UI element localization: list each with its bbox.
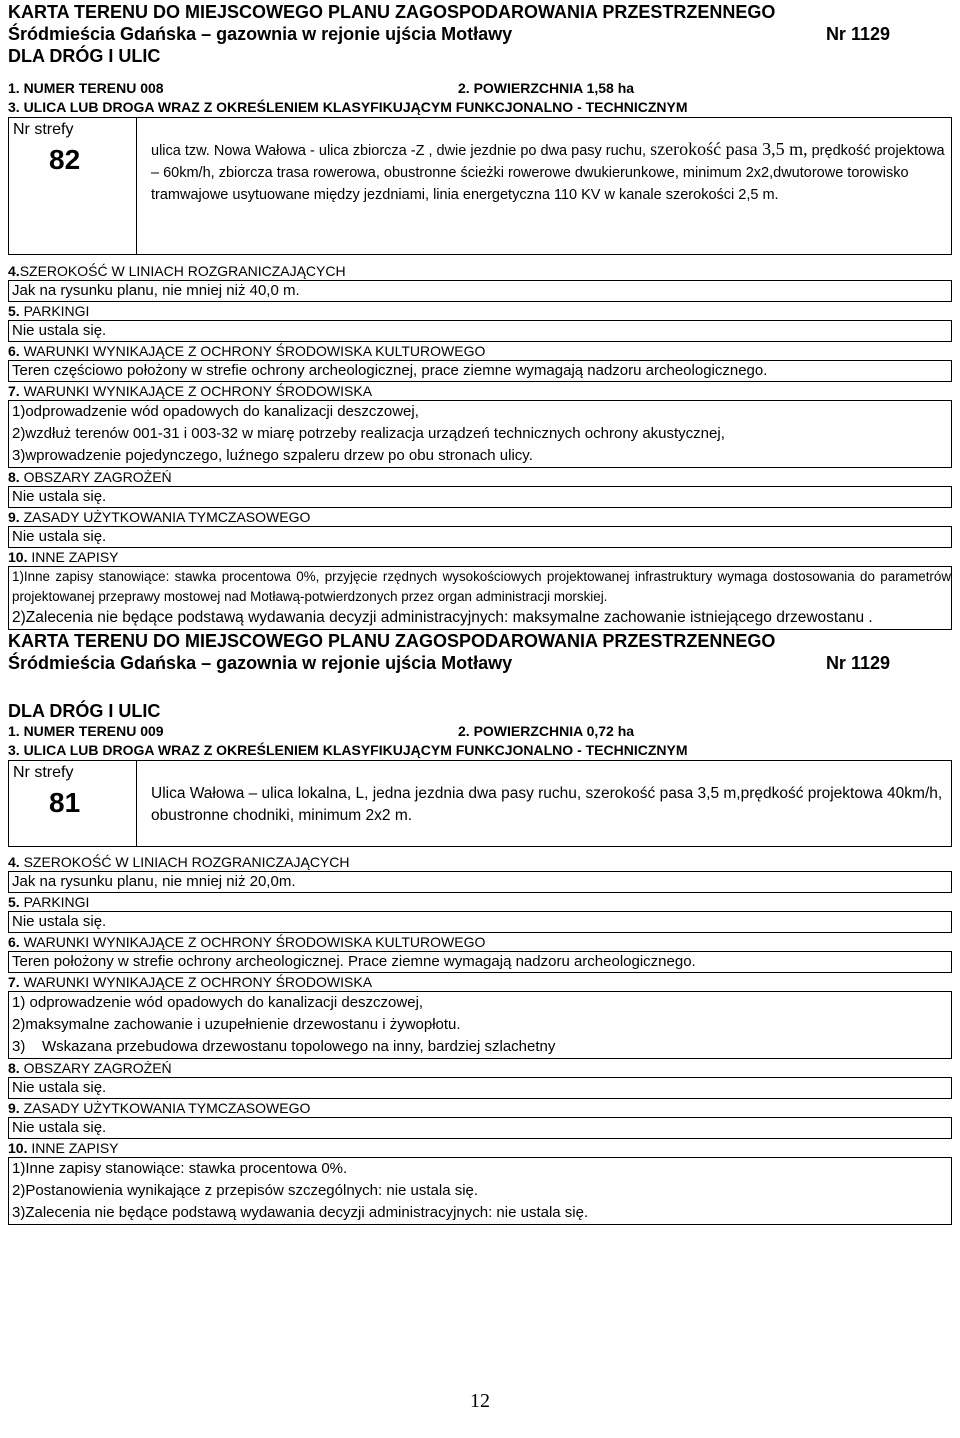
section-9-heading xyxy=(8,1099,952,1117)
zone-table xyxy=(8,117,952,255)
section-9-value: Nie ustala się. xyxy=(8,1117,952,1139)
section-7-number: 7. xyxy=(8,974,20,990)
zone-label-cell xyxy=(9,761,137,846)
card-title-nr: Nr 1129 xyxy=(825,24,890,44)
section-8-number: 8. xyxy=(8,1060,20,1076)
list-item: 3)wprowadzenie pojedynczego, luźnego szpaleru drzew po obu stronach ulicy. xyxy=(12,447,533,464)
section-5-title: PARKINGI xyxy=(19,303,90,319)
zone-label: Nr strefy xyxy=(13,764,74,781)
section-6-value: Teren położony w strefie ochrony archeologicznej. Prace ziemne wymagają nadzoru archeologicznego. xyxy=(8,951,952,973)
zone-label: Nr strefy xyxy=(13,121,74,138)
section-7-title: WARUNKI WYNIKAJĄCE Z OCHRONY ŚRODOWISKA xyxy=(19,974,373,990)
section-10-number: 10. xyxy=(8,549,28,565)
section-8-value: Nie ustala się. xyxy=(8,1077,952,1099)
numer-terenu: 1. NUMER TERENU 009 xyxy=(8,723,164,739)
section-10-title: INNE ZAPISY xyxy=(27,1140,119,1156)
section-6-title: WARUNKI WYNIKAJĄCE Z OCHRONY ŚRODOWISKA KULTUROWEGO xyxy=(19,343,486,359)
section-9-value: Nie ustala się. xyxy=(8,526,952,548)
list-item: 1)odprowadzenie wód opadowych do kanalizacji deszczowej, xyxy=(12,403,419,420)
section-8-value: Nie ustala się. xyxy=(8,486,952,508)
street-text-serif: szerokość pasa 3,5 m, xyxy=(650,139,808,159)
section-6-heading xyxy=(8,342,952,360)
section-4-number: 4. xyxy=(8,854,20,870)
numer-terenu: 1. NUMER TERENU 008 xyxy=(8,80,164,96)
section-10-heading xyxy=(8,1139,952,1157)
section-7-list xyxy=(8,400,952,468)
card-008 xyxy=(8,1,952,630)
section-3-heading: 3. ULICA LUB DROGA WRAZ Z OKREŚLENIEM KLASYFIKUJĄCYM FUNKCJONALNO - TECHNICZNYM xyxy=(8,99,688,115)
section-5-value: Nie ustala się. xyxy=(8,911,952,933)
section-5-heading xyxy=(8,302,952,320)
list-item: 1)Inne zapisy stanowiące: stawka procentowa 0%, przyjęcie rzędnych wysokościowych projektowanej infrastruktury wymaga dostosowania do parametrów projektowanej przeprawy mostowej nad Motławą-potwierdzonych przez organ administracji morskiej. xyxy=(12,569,951,604)
section-5-number: 5. xyxy=(8,303,20,319)
section-4-heading xyxy=(8,262,952,280)
section-7-heading xyxy=(8,973,952,991)
section-4-heading xyxy=(8,853,952,871)
card-title-location: Śródmieścia Gdańska – gazownia w rejonie ujścia Motławy xyxy=(8,653,513,673)
section-5-heading xyxy=(8,893,952,911)
section-4-value: Jak na rysunku planu, nie mniej niż 20,0m. xyxy=(8,871,952,893)
section-8-heading xyxy=(8,1059,952,1077)
card-title-line3: DLA DRÓG I ULIC xyxy=(8,46,161,66)
section-6-title: WARUNKI WYNIKAJĄCE Z OCHRONY ŚRODOWISKA KULTUROWEGO xyxy=(19,934,486,950)
section-5-value: Nie ustala się. xyxy=(8,320,952,342)
powierzchnia: 2. POWIERZCHNIA 1,58 ha xyxy=(458,80,635,96)
section-6-number: 6. xyxy=(8,934,20,950)
page-number: 12 xyxy=(470,1390,490,1412)
powierzchnia: 2. POWIERZCHNIA 0,72 ha xyxy=(458,723,635,739)
section-7-title: WARUNKI WYNIKAJĄCE Z OCHRONY ŚRODOWISKA xyxy=(19,383,373,399)
section-10-list xyxy=(8,1157,952,1225)
section-4-number: 4. xyxy=(8,263,20,279)
section-3-heading: 3. ULICA LUB DROGA WRAZ Z OKREŚLENIEM KLASYFIKUJĄCYM FUNKCJONALNO - TECHNICZNYM xyxy=(8,742,688,758)
list-item: 2)wzdłuż terenów 001-31 i 003-32 w miarę potrzeby realizacja urządzeń technicznych ochrony akustycznej, xyxy=(12,425,725,442)
section-6-heading xyxy=(8,933,952,951)
section-9-number: 9. xyxy=(8,509,20,525)
section-10-list xyxy=(8,566,952,630)
zone-number: 81 xyxy=(49,787,81,818)
street-description xyxy=(137,118,951,254)
list-item: 1) odprowadzenie wód opadowych do kanalizacji deszczowej, xyxy=(12,994,424,1011)
document-page xyxy=(8,0,952,1225)
section-9-title: ZASADY UŻYTKOWANIA TYMCZASOWEGO xyxy=(19,1100,311,1116)
list-item: 3) Wskazana przebudowa drzewostanu topolowego na inny, bardziej szlachetny xyxy=(12,1038,556,1055)
street-description: Ulica Wałowa – ulica lokalna, L, jedna jezdnia dwa pasy ruchu, szerokość pasa 3,5 m,prędkość projektowa 40km/h, obustronne chodniki, minimum 2x2 m. xyxy=(151,785,943,824)
list-item: 2)Zalecenia nie będące podstawą wydawania decyzji administracyjnych: maksymalne zachowanie istniejącego drzewostanu . xyxy=(12,609,873,626)
section-9-title: ZASADY UŻYTKOWANIA TYMCZASOWEGO xyxy=(19,509,311,525)
street-text-a: ulica tzw. Nowa Wałowa - ulica zbiorcza -Z , dwie jezdnie po dwa pasy ruchu, xyxy=(151,143,651,159)
card-title-line2 xyxy=(8,23,890,45)
section-5-number: 5. xyxy=(8,894,20,910)
card-009 xyxy=(8,630,952,1225)
card-title-line1: KARTA TERENU DO MIEJSCOWEGO PLANU ZAGOSPODAROWANIA PRZESTRZENNEGO xyxy=(8,631,776,651)
card-title-line3: DLA DRÓG I ULIC xyxy=(8,701,161,721)
section-7-number: 7. xyxy=(8,383,20,399)
section-4-title: SZEROKOŚĆ W LINIACH ROZGRANICZAJĄCYCH xyxy=(19,263,346,279)
list-item: 2)maksymalne zachowanie i uzupełnienie drzewostanu i żywopłotu. xyxy=(12,1016,461,1033)
card-title-line2 xyxy=(8,652,890,674)
card-title-location: Śródmieścia Gdańska – gazownia w rejonie ujścia Motławy xyxy=(8,24,513,44)
street-text-b: prędkość projektowa – 60km/h, zbiorcza trasa rowerowa, obustronne ścieżki rowerowe dwukierunkowe, minimum 2x2,dwutorowe torowisko tramwajowe usytuowane między jezdniami, linia energetyczna 110 KV w kanale szerokości 2,5 m. xyxy=(151,143,945,203)
list-item: 1)Inne zapisy stanowiące: stawka procentowa 0%. xyxy=(12,1160,348,1177)
section-8-title: OBSZARY ZAGROŻEŃ xyxy=(19,1060,172,1076)
section-6-value: Teren częściowo położony w strefie ochrony archeologicznej, prace ziemne wymagają nadzoru archeologicznego. xyxy=(8,360,952,382)
zone-number: 82 xyxy=(49,144,81,175)
meta-row xyxy=(8,722,952,741)
zone-table xyxy=(8,760,952,847)
list-item: 3)Zalecenia nie będące podstawą wydawania decyzji administracyjnych: nie ustala się. xyxy=(12,1204,589,1221)
section-9-heading xyxy=(8,508,952,526)
section-8-title: OBSZARY ZAGROŻEŃ xyxy=(19,469,172,485)
list-item: 2)Postanowienia wynikające z przepisów szczególnych: nie ustala się. xyxy=(12,1182,479,1199)
zone-label-cell xyxy=(9,118,137,254)
section-6-number: 6. xyxy=(8,343,20,359)
card-title-nr: Nr 1129 xyxy=(825,653,890,673)
section-5-title: PARKINGI xyxy=(19,894,90,910)
meta-row xyxy=(8,79,952,98)
section-4-value: Jak na rysunku planu, nie mniej niż 40,0 m. xyxy=(8,280,952,302)
section-7-heading xyxy=(8,382,952,400)
section-8-heading xyxy=(8,468,952,486)
card-title-line1: KARTA TERENU DO MIEJSCOWEGO PLANU ZAGOSPODAROWANIA PRZESTRZENNEGO xyxy=(8,2,776,22)
section-4-title: SZEROKOŚĆ W LINIACH ROZGRANICZAJĄCYCH xyxy=(19,854,350,870)
section-8-number: 8. xyxy=(8,469,20,485)
section-10-heading xyxy=(8,548,952,566)
section-10-number: 10. xyxy=(8,1140,28,1156)
section-9-number: 9. xyxy=(8,1100,20,1116)
section-10-title: INNE ZAPISY xyxy=(27,549,119,565)
section-7-list xyxy=(8,991,952,1059)
